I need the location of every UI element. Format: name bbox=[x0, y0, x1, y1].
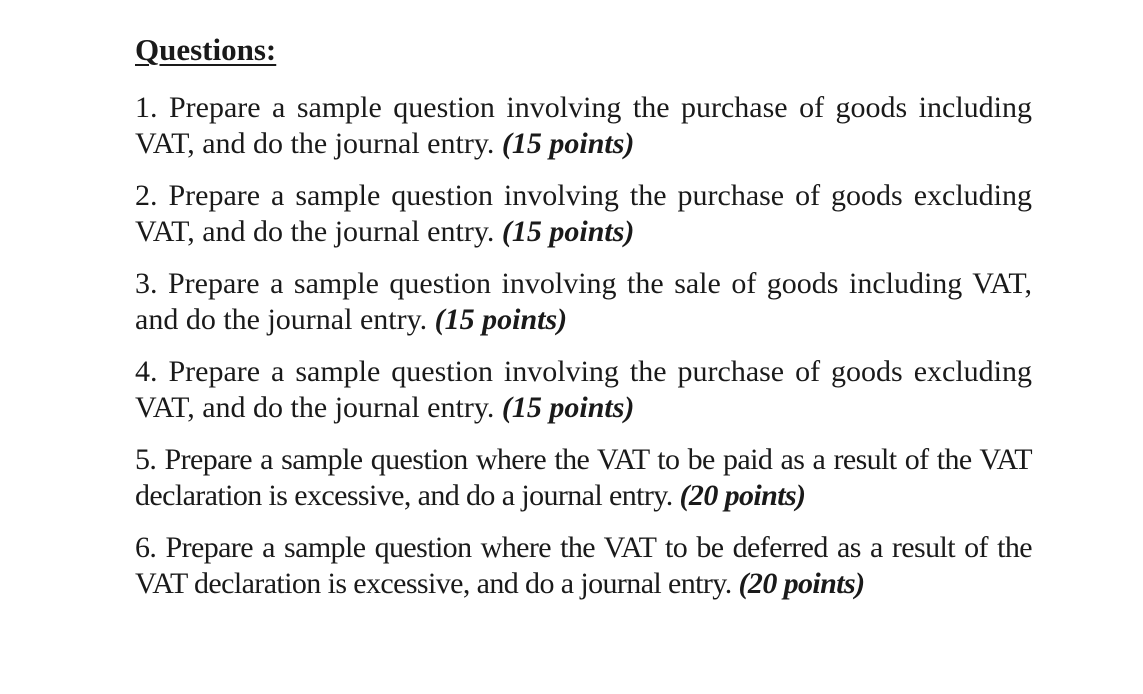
question-text: 3. Prepare a sample question involving the sale of goods including VAT, and do the journal entry. bbox=[135, 267, 1032, 336]
page-title: Questions: bbox=[135, 32, 277, 67]
question-1 bbox=[135, 90, 1032, 162]
question-6 bbox=[135, 530, 1032, 602]
question-5 bbox=[135, 442, 1032, 514]
question-points: (15 points) bbox=[501, 127, 635, 160]
question-text: 4. Prepare a sample question involving the purchase of goods excluding VAT, and do the journal entry. bbox=[135, 355, 1032, 424]
question-text: 1. Prepare a sample question involving the purchase of goods including VAT, and do the journal entry. bbox=[135, 91, 1032, 160]
document bbox=[135, 28, 1032, 618]
question-text: 2. Prepare a sample question involving the purchase of goods excluding VAT, and do the journal entry. bbox=[135, 179, 1032, 248]
question-points: (15 points) bbox=[501, 391, 635, 424]
question-text: 5. Prepare a sample question where the VAT to be paid as a result of the VAT declaration is excessive, and do a journal entry. bbox=[135, 443, 1032, 512]
question-points: (20 points) bbox=[679, 479, 806, 512]
question-points: (15 points) bbox=[434, 303, 568, 336]
question-text: 6. Prepare a sample question where the VAT to be deferred as a result of the VAT declaration is excessive, and do a journal entry. bbox=[135, 531, 1032, 600]
question-points: (15 points) bbox=[501, 215, 635, 248]
question-4 bbox=[135, 354, 1032, 426]
question-points: (20 points) bbox=[738, 567, 865, 600]
question-2 bbox=[135, 178, 1032, 250]
question-3 bbox=[135, 266, 1032, 338]
